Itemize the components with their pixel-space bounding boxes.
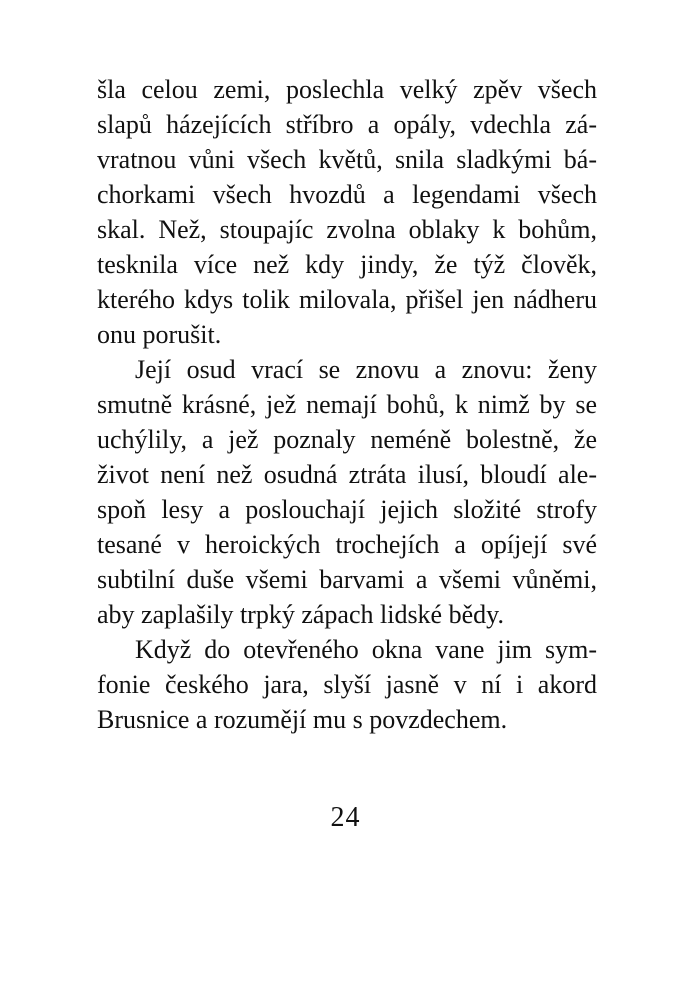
text-line: vratnou vůni všech květů, snila sladkými bá- xyxy=(97,145,597,174)
text-line: kterého kdys tolik milovala, přišel jen nádheru xyxy=(97,285,597,314)
text-line: aby zaplašily trpký zápach lidské bědy. xyxy=(97,600,504,629)
text-line: skal. Než, stoupajíc zvolna oblaky k bohům, xyxy=(97,215,597,244)
text-line: uchýlily, a jež poznaly neméně bolestně, že xyxy=(97,425,597,454)
text-line: život není než osudná ztráta ilusí, bloudí ale- xyxy=(97,460,597,489)
text-line: chorkami všech hvozdů a legendami všech xyxy=(97,180,597,209)
paragraph-2 xyxy=(97,352,597,632)
text-line: spoň lesy a poslouchají jejich složité strofy xyxy=(97,495,597,524)
paragraph-1 xyxy=(97,72,597,352)
page-number: 24 xyxy=(330,802,361,833)
body-text xyxy=(97,72,597,737)
text-line: fonie českého jara, slyší jasně v ní i akord xyxy=(97,670,597,699)
text-line: tesané v heroických trochejích a opíjejí své xyxy=(97,530,597,559)
text-line: šla celou zemi, poslechla velký zpěv všech xyxy=(97,75,597,104)
text-line: Brusnice a rozumějí mu s povzdechem. xyxy=(97,705,508,734)
paragraph-3 xyxy=(97,632,597,737)
text-line: tesknila více než kdy jindy, že týž člověk, xyxy=(97,250,597,279)
text-line: onu porušit. xyxy=(97,320,222,349)
text-line: slapů házejících stříbro a opály, vdechla zá- xyxy=(97,110,597,139)
text-line: smutně krásné, jež nemají bohů, k nimž by se xyxy=(97,390,597,419)
text-line: Její osud vrací se znovu a znovu: ženy xyxy=(135,355,597,384)
text-line: subtilní duše všemi barvami a všemi vůněmi, xyxy=(97,565,597,594)
text-line: Když do otevřeného okna vane jim sym- xyxy=(135,635,597,664)
